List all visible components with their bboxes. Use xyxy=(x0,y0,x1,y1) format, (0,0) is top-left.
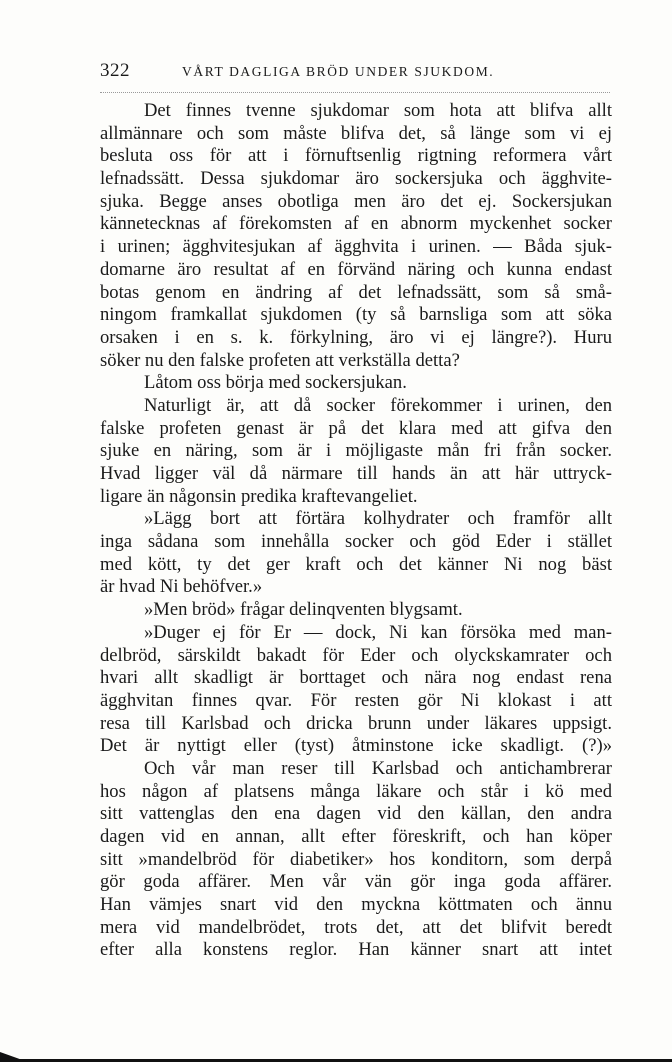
text-line: domarne äro resultat af en förvänd näring och kunna endast xyxy=(100,258,612,280)
text-line: gör goda affärer. Men vår vän gör inga goda affärer. xyxy=(100,871,612,893)
text-line: resa till Karlsbad och dricka brunn under läkares uppsigt. xyxy=(100,712,612,734)
text-line: sjuke en näring, som är i möjligaste mån fri från socker. xyxy=(100,440,612,462)
text-line: inga sådana som innehålla socker och göd Eder i stället xyxy=(100,531,612,553)
text-line: Det är nyttigt eller (tyst) åtminstone icke skadligt. (?)» xyxy=(100,735,612,757)
text-line: allmännare och som måste blifva det, så länge som vi ej xyxy=(100,122,612,144)
text-line: »Men bröd» frågar delinqventen blygsamt. xyxy=(144,599,463,621)
text-line: besluta oss för att i förnuftsenlig rigtning reformera vårt xyxy=(100,145,612,167)
text-line: söker nu den falske profeten att verkställa detta? xyxy=(100,349,460,371)
header-rule xyxy=(100,92,610,93)
text-line: dagen vid en annan, allt efter föreskrift, och han köper xyxy=(100,826,612,847)
text-line: sitt »mandelbröd för diabetiker» hos konditorn, som derpå xyxy=(100,848,612,870)
body-text xyxy=(100,100,612,962)
text-line: Han vämjes snart vid den myckna köttmaten och ännu xyxy=(100,894,612,916)
text-line: lefnadssätt. Dessa sjukdomar äro sockersjuka och ägghvite- xyxy=(100,168,612,190)
text-line: Det finnes tvenne sjukdomar som hota att blifva allt xyxy=(144,100,612,121)
text-line: Hvad ligger väl då närmare till hands än att här uttryck- xyxy=(100,463,612,484)
text-line: mera vid mandelbrödet, trots det, att det blifvit beredt xyxy=(100,916,612,938)
text-line: »Duger ej för Er — dock, Ni kan försöka med man- xyxy=(144,621,612,643)
text-line: Och vår man reser till Karlsbad och antichambrerar xyxy=(144,757,612,779)
text-line: efter alla konstens reglor. Han känner snart att intet xyxy=(100,939,612,961)
text-line: falske profeten genast är på det klara med att gifva den xyxy=(100,417,612,439)
text-line: delbröd, särskildt bakadt för Eder och olyckskamrater och xyxy=(100,644,612,666)
text-line: hos någon af platsens många läkare och står i kö med xyxy=(100,780,612,802)
text-line: »Lägg bort att förtära kolhydrater och framför allt xyxy=(144,508,612,530)
text-line: hvari allt skadligt är borttaget och nära nog endast rena xyxy=(100,667,612,689)
text-line: Naturligt är, att då socker förekommer i urinen, den xyxy=(144,394,612,416)
text-line: med kött, ty det ger kraft och det känner Ni nog bäst xyxy=(100,553,612,575)
text-line: ningom framkallat sjukdomen (ty så barnsliga som att söka xyxy=(100,304,612,326)
text-line: är hvad Ni behöfver.» xyxy=(100,576,263,598)
text-line: botas genom en ändring af det lefnadssätt, som så små- xyxy=(100,281,612,303)
text-line: ägghvitan finnes qvar. För resten gör Ni klokast i att xyxy=(100,689,612,711)
text-line: kännetecknas af förekomsten af en abnorm myckenhet socker xyxy=(100,213,612,235)
text-line: orsaken i en s. k. förkylning, äro vi ej längre?). Huru xyxy=(100,326,612,348)
text-line: sitt vattenglas den ena dagen vid den källan, den andra xyxy=(100,803,612,825)
scan-edge-shadow xyxy=(0,1052,672,1062)
text-line: sjuka. Begge anses obotliga men äro det ej. Sockersjukan xyxy=(100,190,612,212)
page-number: 322 xyxy=(100,60,130,81)
page-header xyxy=(100,60,610,88)
text-line: Låtom oss börja med sockersjukan. xyxy=(144,372,407,394)
running-head: VÅRT DAGLIGA BRÖD UNDER SJUKDOM. xyxy=(182,64,495,79)
text-line: i urinen; ägghvitesjukan af ägghvita i urinen. — Båda sjuk- xyxy=(100,236,612,258)
text-line: ligare än någonsin predika kraftevangeliet. xyxy=(100,485,418,507)
